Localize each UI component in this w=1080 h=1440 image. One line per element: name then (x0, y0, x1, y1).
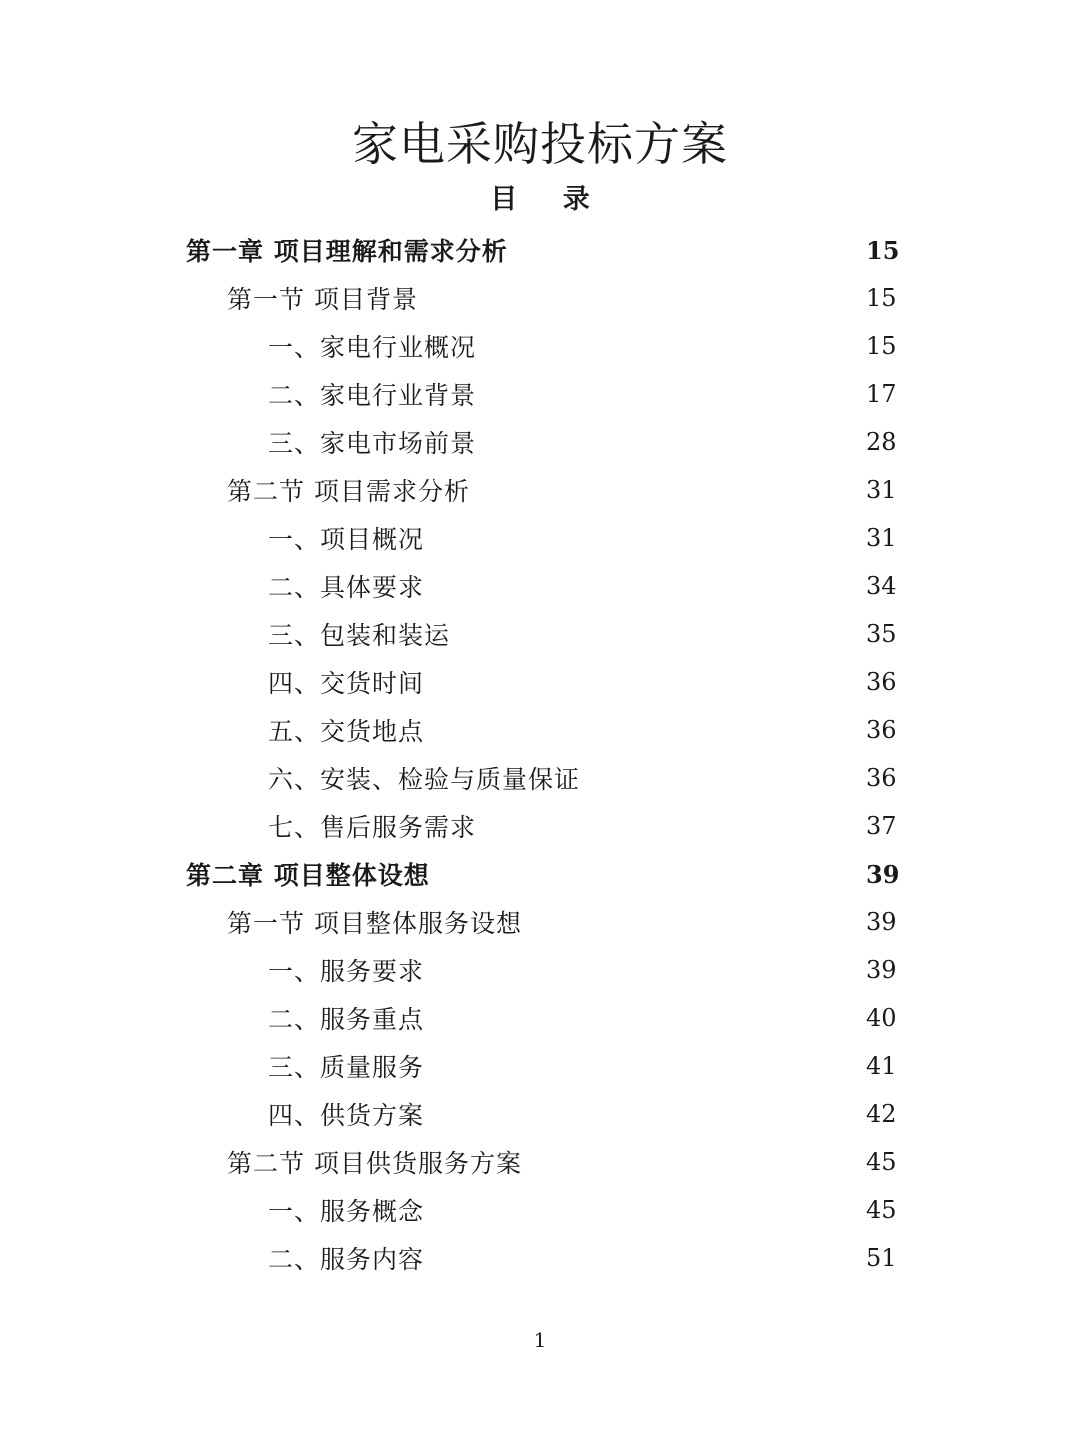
toc-dot-leader (530, 1138, 856, 1186)
toc-entry-label: 六、安装、检验与质量保证 (268, 765, 581, 794)
toc-entry-item[interactable] (0, 946, 1080, 994)
toc-entry-label: 第一章 项目理解和需求分析 (186, 237, 508, 266)
toc-entry-item[interactable] (0, 754, 1080, 802)
toc-entry-page-number: 45 (866, 1148, 897, 1176)
toc-entry-item[interactable] (0, 658, 1080, 706)
toc-dot-leader (426, 274, 856, 322)
toc-entry-page-number: 36 (866, 716, 897, 744)
toc-entry-section[interactable] (0, 898, 1080, 946)
toc-entry-label: 一、项目概况 (268, 525, 425, 554)
toc-entry-page-number: 37 (866, 812, 897, 840)
table-of-contents (0, 226, 1080, 1282)
toc-entry-label: 一、服务要求 (268, 957, 425, 986)
toc-dot-leader (484, 322, 856, 370)
toc-entry-page-number: 40 (866, 1004, 897, 1032)
toc-dot-leader (432, 1042, 856, 1090)
toc-entry-chapter[interactable] (0, 850, 1080, 898)
toc-entry-item[interactable] (0, 994, 1080, 1042)
toc-entry-page-number: 39 (866, 859, 900, 889)
toc-entry-label: 第二章 项目整体设想 (186, 861, 430, 890)
toc-dot-leader (484, 802, 856, 850)
page-number: 1 (533, 1328, 547, 1352)
toc-entry-page-number: 15 (866, 235, 900, 265)
toc-entry-page-number: 39 (866, 908, 897, 936)
toc-entry-item[interactable] (0, 1186, 1080, 1234)
toc-dot-leader (432, 1234, 856, 1282)
toc-entry-page-number: 17 (866, 380, 897, 408)
toc-dot-leader (530, 898, 856, 946)
toc-entry-label: 二、具体要求 (268, 573, 425, 602)
toc-entry-label: 二、服务内容 (268, 1245, 425, 1274)
toc-entry-page-number: 31 (866, 476, 897, 504)
toc-entry-label: 一、服务概念 (268, 1197, 425, 1226)
toc-entry-item[interactable] (0, 1234, 1080, 1282)
toc-entry-label: 二、家电行业背景 (268, 381, 477, 410)
toc-entry-chapter[interactable] (0, 226, 1080, 274)
toc-dot-leader (432, 1186, 856, 1234)
toc-entry-label: 第二节 项目供货服务方案 (227, 1149, 522, 1178)
toc-entry-page-number: 39 (866, 956, 897, 984)
toc-dot-leader (432, 1090, 856, 1138)
toc-entry-page-number: 36 (866, 668, 897, 696)
toc-dot-leader (438, 850, 856, 898)
toc-entry-label: 七、售后服务需求 (268, 813, 477, 842)
toc-entry-label: 一、家电行业概况 (268, 333, 477, 362)
toc-entry-item[interactable] (0, 562, 1080, 610)
toc-dot-leader (432, 994, 856, 1042)
toc-entry-page-number: 42 (866, 1100, 897, 1128)
toc-entry-item[interactable] (0, 370, 1080, 418)
toc-dot-leader (458, 610, 856, 658)
toc-entry-item[interactable] (0, 706, 1080, 754)
toc-heading: 目 录 (490, 184, 608, 215)
toc-dot-leader (478, 466, 856, 514)
toc-entry-item[interactable] (0, 1042, 1080, 1090)
toc-entry-page-number: 34 (866, 572, 897, 600)
toc-entry-page-number: 45 (866, 1196, 897, 1224)
toc-entry-section[interactable] (0, 274, 1080, 322)
toc-entry-page-number: 15 (866, 284, 897, 312)
toc-entry-page-number: 51 (866, 1244, 897, 1272)
toc-entry-item[interactable] (0, 802, 1080, 850)
toc-entry-label: 四、交货时间 (268, 669, 425, 698)
toc-entry-label: 三、家电市场前景 (268, 429, 477, 458)
toc-dot-leader (516, 226, 856, 274)
toc-entry-page-number: 28 (866, 428, 897, 456)
toc-entry-item[interactable] (0, 610, 1080, 658)
toc-entry-item[interactable] (0, 418, 1080, 466)
toc-entry-label: 第一节 项目整体服务设想 (227, 909, 522, 938)
toc-entry-section[interactable] (0, 1138, 1080, 1186)
toc-dot-leader (432, 706, 856, 754)
toc-dot-leader (432, 658, 856, 706)
toc-entry-label: 五、交货地点 (268, 717, 425, 746)
toc-entry-label: 三、包装和装运 (268, 621, 451, 650)
toc-dot-leader (432, 946, 856, 994)
toc-entry-page-number: 31 (866, 524, 897, 552)
toc-entry-item[interactable] (0, 514, 1080, 562)
toc-entry-label: 四、供货方案 (268, 1101, 425, 1130)
toc-entry-item[interactable] (0, 1090, 1080, 1138)
toc-entry-page-number: 41 (866, 1052, 897, 1080)
toc-entry-label: 二、服务重点 (268, 1005, 425, 1034)
toc-dot-leader (484, 370, 856, 418)
toc-dot-leader (484, 418, 856, 466)
toc-entry-label: 三、质量服务 (268, 1053, 425, 1082)
document-title: 家电采购投标方案 (352, 117, 728, 171)
toc-dot-leader (432, 514, 856, 562)
toc-entry-label: 第二节 项目需求分析 (227, 477, 470, 506)
toc-entry-section[interactable] (0, 466, 1080, 514)
toc-dot-leader (588, 754, 856, 802)
toc-entry-item[interactable] (0, 322, 1080, 370)
toc-entry-page-number: 15 (866, 332, 897, 360)
toc-entry-label: 第一节 项目背景 (227, 285, 418, 314)
toc-dot-leader (432, 562, 856, 610)
toc-entry-page-number: 35 (866, 620, 897, 648)
toc-entry-page-number: 36 (866, 764, 897, 792)
